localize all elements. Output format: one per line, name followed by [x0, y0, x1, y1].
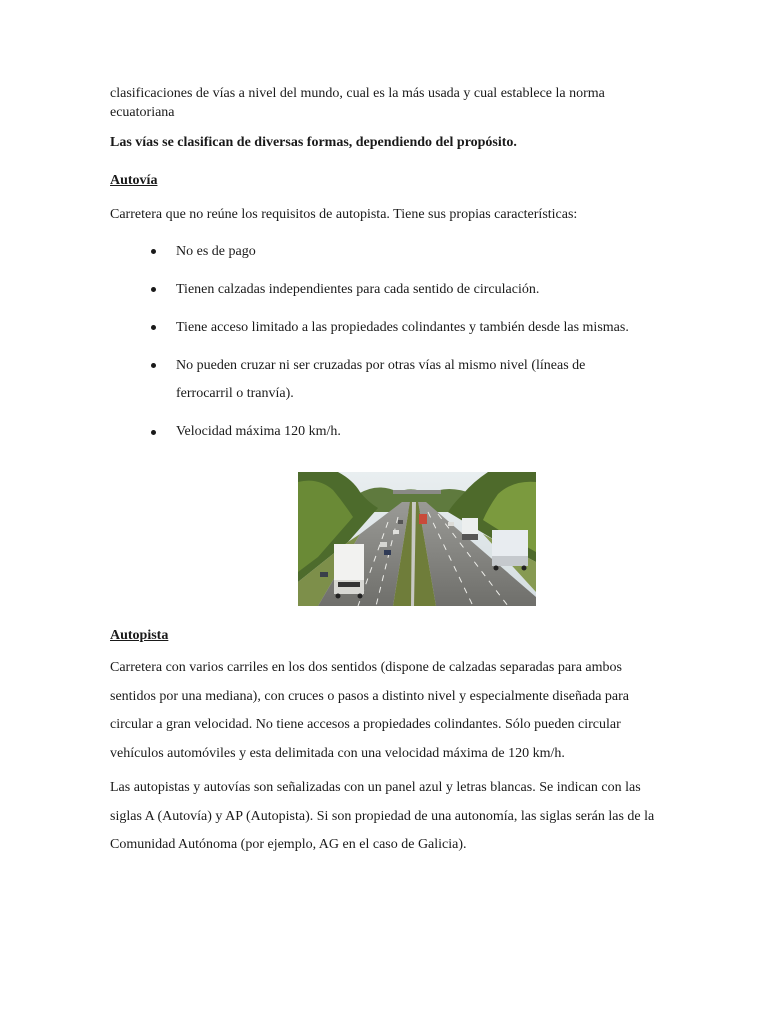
list-item — [110, 238, 670, 267]
autovia-description: Carretera que no reúne los requisitos de autopista. Tiene sus propias características: — [110, 207, 578, 222]
lead-text: Las vías se clasifican de diversas formas, dependiendo del propósito. — [110, 135, 517, 150]
autopista-heading: Autopista — [110, 628, 169, 643]
bullet-dot-icon — [151, 249, 156, 254]
autovia-bullet-list — [110, 238, 670, 447]
list-item-text: No pueden cruzar ni ser cruzadas por otras vías al mismo nivel (líneas de ferrocarril o tranvía). — [176, 357, 586, 401]
intro-text: clasificaciones de vías a nivel del mundo, cual es la más usada y cual establece la norma ecuatoriana — [110, 86, 605, 120]
autovia-heading: Autovía — [110, 173, 158, 188]
list-item-text: Tiene acceso limitado a las propiedades colindantes y también desde las mismas. — [176, 319, 629, 335]
list-item — [110, 352, 670, 409]
bullet-dot-icon — [151, 287, 156, 292]
list-item — [110, 314, 670, 343]
list-item — [110, 418, 670, 447]
autopista-paragraph-2: Las autopistas y autovías son señalizadas con un panel azul y letras blancas. Se indican con las siglas A (Autovía) y AP (Autopista). Si son propiedad de una autonomía, las siglas serán las de la Comunidad Autónoma (por ejemplo, AG en el caso de Galicia). — [110, 780, 655, 852]
list-item — [110, 276, 670, 305]
list-item-text: Tienen calzadas independientes para cada sentido de circulación. — [176, 281, 540, 297]
document-page — [110, 84, 670, 456]
autopista-section — [110, 654, 670, 860]
bullet-dot-icon — [151, 363, 156, 368]
list-item-text: Velocidad máxima 120 km/h. — [176, 424, 341, 439]
highway-photo — [298, 472, 536, 606]
bullet-dot-icon — [151, 430, 156, 435]
bullet-dot-icon — [151, 325, 156, 330]
list-item-text: No es de pago — [176, 243, 256, 259]
autopista-paragraph-1: Carretera con varios carriles en los dos sentidos (dispone de calzadas separadas para ambos sentidos por una mediana), con cruces o pasos a distinto nivel y especialmente diseñada para circular a gran velocidad. No tiene accesos a propiedades colindantes. Sólo pueden circular vehículos automóviles y esta delimitada con una velocidad máxima de 120 km/h. — [110, 660, 629, 761]
